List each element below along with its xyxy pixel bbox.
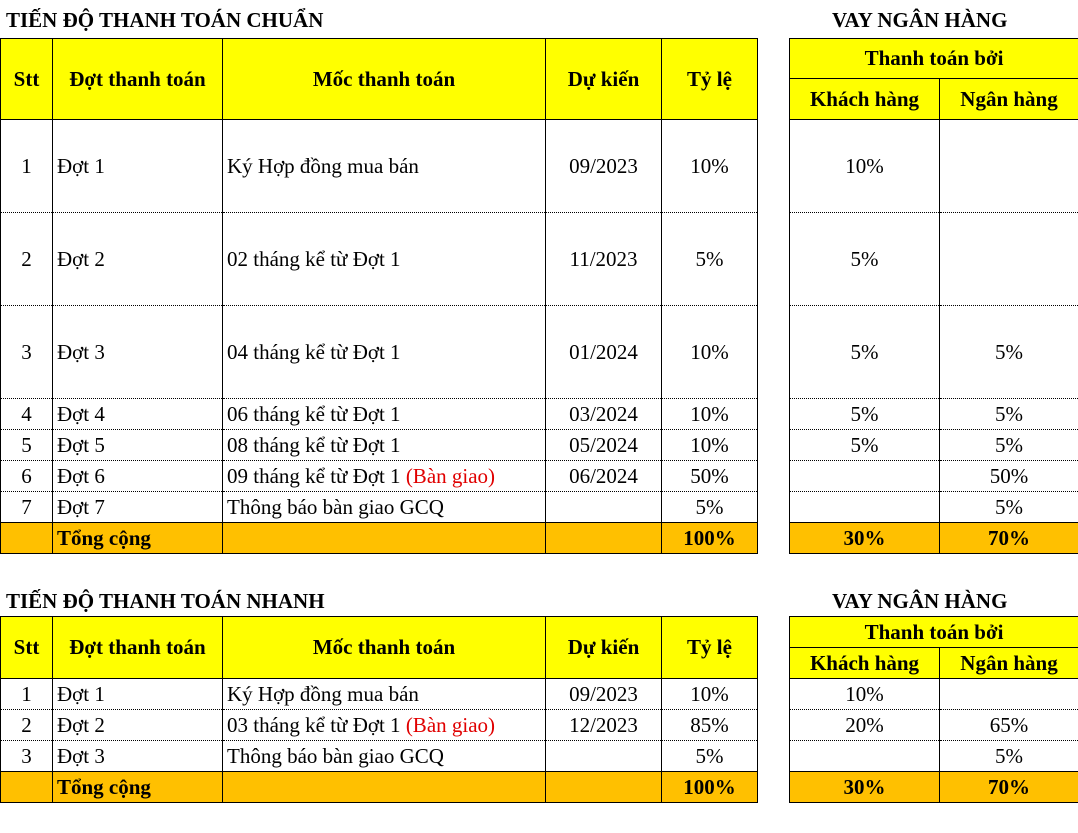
ngan-hang-cell: 50% bbox=[940, 461, 1078, 492]
dot-cell: Đợt 4 bbox=[53, 399, 223, 430]
total-ngan-hang: 70% bbox=[940, 523, 1078, 554]
stt-cell: 3 bbox=[1, 741, 53, 772]
total-moc-cell bbox=[223, 772, 546, 803]
moc-text: 08 tháng kể từ Đợt 1 bbox=[227, 432, 401, 457]
moc-text: Thông báo bàn giao GCQ bbox=[227, 743, 444, 768]
khach-hang-cell bbox=[790, 492, 940, 523]
du-kien-cell: 09/2023 bbox=[546, 120, 662, 213]
total-label: Tổng cộng bbox=[53, 523, 223, 554]
standard-schedule-title: TIẾN ĐỘ THANH TOÁN CHUẨN bbox=[6, 8, 324, 32]
khach-hang-cell: 10% bbox=[790, 679, 940, 710]
ngan-hang-cell: 5% bbox=[940, 306, 1078, 399]
khach-hang-cell: 10% bbox=[790, 120, 940, 213]
stt-cell: 2 bbox=[1, 213, 53, 306]
fast-loan-title: VAY NGÂN HÀNG bbox=[832, 589, 1008, 613]
du-kien-cell bbox=[546, 492, 662, 523]
header-ty-le: Tỷ lệ bbox=[662, 39, 758, 120]
ty-le-cell: 85% bbox=[662, 710, 758, 741]
header-stt: Stt bbox=[1, 39, 53, 120]
standard-loan-table bbox=[789, 38, 1078, 554]
khach-hang-cell: 20% bbox=[790, 710, 940, 741]
table-row bbox=[1, 213, 758, 306]
stt-cell: 1 bbox=[1, 679, 53, 710]
header-khach-hang: Khách hàng bbox=[790, 648, 940, 679]
dot-cell: Đợt 6 bbox=[53, 461, 223, 492]
table-row bbox=[1, 306, 758, 399]
total-label: Tổng cộng bbox=[53, 772, 223, 803]
table-row bbox=[790, 430, 1078, 461]
table-row bbox=[790, 492, 1078, 523]
ty-le-cell: 5% bbox=[662, 492, 758, 523]
khach-hang-cell: 5% bbox=[790, 430, 940, 461]
ty-le-cell: 50% bbox=[662, 461, 758, 492]
table-row bbox=[1, 679, 758, 710]
table-row bbox=[790, 741, 1078, 772]
total-ty-le: 100% bbox=[662, 772, 758, 803]
dot-cell: Đợt 2 bbox=[53, 710, 223, 741]
du-kien-cell: 05/2024 bbox=[546, 430, 662, 461]
standard-schedule-table bbox=[0, 38, 758, 554]
standard-loan-title: VAY NGÂN HÀNG bbox=[832, 8, 1008, 32]
moc-text: 06 tháng kể từ Đợt 1 bbox=[227, 401, 401, 426]
ty-le-cell: 5% bbox=[662, 213, 758, 306]
header-moc: Mốc thanh toán bbox=[223, 39, 546, 120]
dot-cell: Đợt 2 bbox=[53, 213, 223, 306]
ngan-hang-cell bbox=[940, 120, 1078, 213]
handover-note: (Bàn giao) bbox=[405, 463, 496, 488]
table-row bbox=[1, 741, 758, 772]
ty-le-cell: 5% bbox=[662, 741, 758, 772]
fast-schedule-table bbox=[0, 616, 758, 803]
stt-cell: 2 bbox=[1, 710, 53, 741]
ngan-hang-cell: 5% bbox=[940, 430, 1078, 461]
header-thanh-toan-boi: Thanh toán bởi bbox=[790, 617, 1078, 648]
ty-le-cell: 10% bbox=[662, 120, 758, 213]
khach-hang-cell: 5% bbox=[790, 213, 940, 306]
du-kien-cell: 11/2023 bbox=[546, 213, 662, 306]
moc-cell bbox=[223, 213, 546, 306]
ngan-hang-cell bbox=[940, 679, 1078, 710]
table-row bbox=[790, 710, 1078, 741]
dot-cell: Đợt 3 bbox=[53, 741, 223, 772]
ty-le-cell: 10% bbox=[662, 399, 758, 430]
du-kien-cell: 01/2024 bbox=[546, 306, 662, 399]
moc-cell bbox=[223, 741, 546, 772]
moc-text: Thông báo bàn giao GCQ bbox=[227, 494, 444, 519]
total-ty-le: 100% bbox=[662, 523, 758, 554]
header-du-kien: Dự kiến bbox=[546, 39, 662, 120]
header-ty-le: Tỷ lệ bbox=[662, 617, 758, 679]
stt-cell: 1 bbox=[1, 120, 53, 213]
ngan-hang-cell bbox=[940, 213, 1078, 306]
total-moc-cell bbox=[223, 523, 546, 554]
moc-cell bbox=[223, 430, 546, 461]
khach-hang-cell bbox=[790, 741, 940, 772]
moc-cell bbox=[223, 492, 546, 523]
table-row bbox=[1, 399, 758, 430]
total-row bbox=[790, 772, 1078, 803]
du-kien-cell: 06/2024 bbox=[546, 461, 662, 492]
fast-schedule-title: TIẾN ĐỘ THANH TOÁN NHANH bbox=[6, 589, 325, 613]
header-khach-hang: Khách hàng bbox=[790, 79, 940, 120]
total-row bbox=[1, 772, 758, 803]
table-row bbox=[1, 461, 758, 492]
du-kien-cell bbox=[546, 741, 662, 772]
du-kien-cell: 03/2024 bbox=[546, 399, 662, 430]
dot-cell: Đợt 3 bbox=[53, 306, 223, 399]
total-ngan-hang: 70% bbox=[940, 772, 1078, 803]
header-ngan-hang: Ngân hàng bbox=[940, 648, 1078, 679]
table-row bbox=[790, 306, 1078, 399]
header-moc: Mốc thanh toán bbox=[223, 617, 546, 679]
moc-cell bbox=[223, 120, 546, 213]
table-row bbox=[790, 679, 1078, 710]
table-row bbox=[790, 213, 1078, 306]
stt-cell: 7 bbox=[1, 492, 53, 523]
moc-text: 09 tháng kể từ Đợt 1 bbox=[227, 463, 401, 488]
total-stt-cell bbox=[1, 523, 53, 554]
header-stt: Stt bbox=[1, 617, 53, 679]
khach-hang-cell: 5% bbox=[790, 399, 940, 430]
ty-le-cell: 10% bbox=[662, 430, 758, 461]
fast-loan-table bbox=[789, 616, 1078, 803]
table-row bbox=[1, 710, 758, 741]
moc-cell bbox=[223, 306, 546, 399]
table-row bbox=[1, 430, 758, 461]
stt-cell: 3 bbox=[1, 306, 53, 399]
stt-cell: 4 bbox=[1, 399, 53, 430]
stt-cell: 5 bbox=[1, 430, 53, 461]
dot-cell: Đợt 1 bbox=[53, 679, 223, 710]
total-row bbox=[790, 523, 1078, 554]
dot-cell: Đợt 5 bbox=[53, 430, 223, 461]
moc-text: 02 tháng kể từ Đợt 1 bbox=[227, 246, 401, 271]
table-row bbox=[1, 492, 758, 523]
table-row bbox=[790, 120, 1078, 213]
total-du-kien-cell bbox=[546, 523, 662, 554]
dot-cell: Đợt 7 bbox=[53, 492, 223, 523]
dot-cell: Đợt 1 bbox=[53, 120, 223, 213]
moc-cell bbox=[223, 710, 546, 741]
total-row bbox=[1, 523, 758, 554]
moc-text: 03 tháng kể từ Đợt 1 bbox=[227, 712, 401, 737]
moc-cell bbox=[223, 399, 546, 430]
moc-cell bbox=[223, 461, 546, 492]
total-du-kien-cell bbox=[546, 772, 662, 803]
header-du-kien: Dự kiến bbox=[546, 617, 662, 679]
handover-note: (Bàn giao) bbox=[405, 712, 496, 737]
du-kien-cell: 12/2023 bbox=[546, 710, 662, 741]
moc-text: Ký Hợp đồng mua bán bbox=[227, 681, 419, 706]
ty-le-cell: 10% bbox=[662, 306, 758, 399]
table-row bbox=[790, 399, 1078, 430]
total-stt-cell bbox=[1, 772, 53, 803]
total-khach-hang: 30% bbox=[790, 523, 940, 554]
ngan-hang-cell: 65% bbox=[940, 710, 1078, 741]
ty-le-cell: 10% bbox=[662, 679, 758, 710]
moc-text: Ký Hợp đồng mua bán bbox=[227, 153, 419, 178]
stt-cell: 6 bbox=[1, 461, 53, 492]
du-kien-cell: 09/2023 bbox=[546, 679, 662, 710]
ngan-hang-cell: 5% bbox=[940, 492, 1078, 523]
khach-hang-cell: 5% bbox=[790, 306, 940, 399]
header-dot: Đợt thanh toán bbox=[53, 617, 223, 679]
total-khach-hang: 30% bbox=[790, 772, 940, 803]
table-row bbox=[1, 120, 758, 213]
khach-hang-cell bbox=[790, 461, 940, 492]
moc-cell bbox=[223, 679, 546, 710]
header-thanh-toan-boi: Thanh toán bởi bbox=[790, 39, 1078, 79]
moc-text: 04 tháng kể từ Đợt 1 bbox=[227, 339, 401, 364]
header-dot: Đợt thanh toán bbox=[53, 39, 223, 120]
table-row bbox=[790, 461, 1078, 492]
header-ngan-hang: Ngân hàng bbox=[940, 79, 1078, 120]
ngan-hang-cell: 5% bbox=[940, 741, 1078, 772]
ngan-hang-cell: 5% bbox=[940, 399, 1078, 430]
